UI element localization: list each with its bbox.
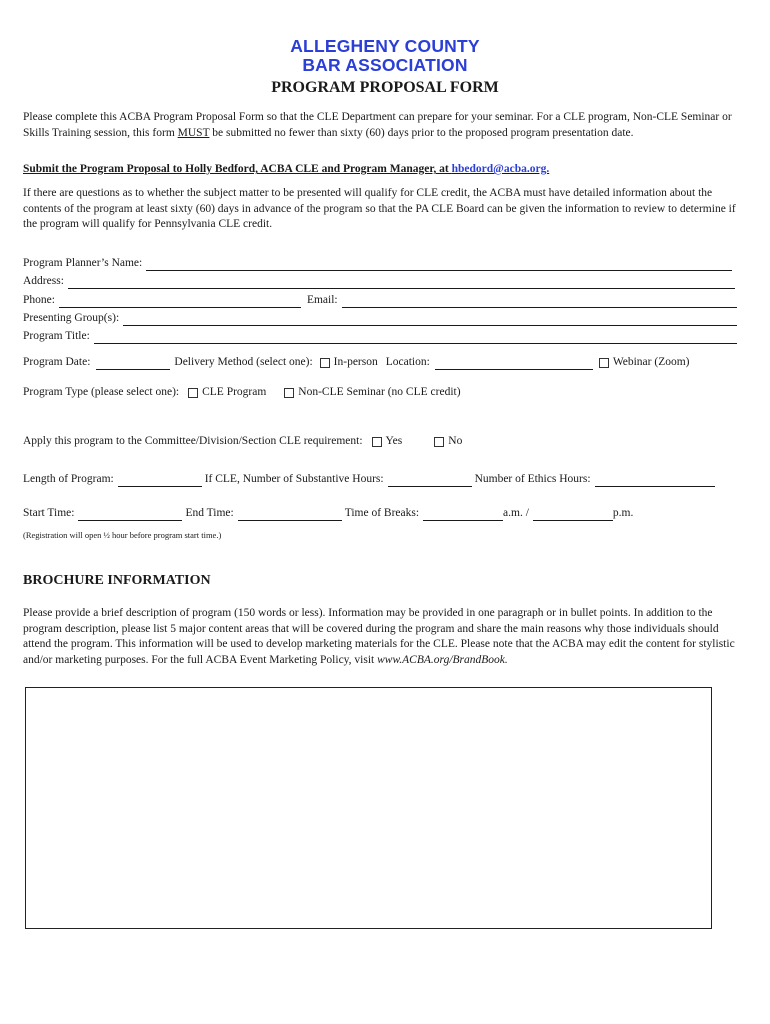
end-label: End Time: (185, 507, 234, 519)
brochure-text: Please provide a brief description of program (150 words or less). Information may be provided in one paragraph or in bullet points. In addition to the program description, please list 5 major content areas that will be covered during the program and share the main reasons why those individuals should attend the program. This information will be used to develop marketing materials for the CLE. Please note that the ACBA may edit the content for stylistic and/or marketing purposes. For the full ACBA Event Marketing Policy, visit (23, 607, 735, 666)
phone-email-row (23, 293, 737, 308)
location-label: Location: (385, 356, 430, 368)
yes-label: Yes (385, 435, 403, 447)
times-row (23, 506, 740, 521)
submit-text: Submit the Program Proposal to Holly Bedford, ACBA CLE and Program Manager, at (23, 163, 452, 175)
webinar-label: Webinar (Zoom) (612, 356, 690, 368)
end-field[interactable] (238, 508, 342, 521)
logo (0, 37, 770, 75)
no-label: No (448, 435, 463, 447)
date-label: Program Date: (23, 356, 91, 368)
logo-line2: BAR ASSOCIATION (302, 55, 468, 75)
length-field[interactable] (118, 474, 202, 487)
intro-must: MUST (177, 126, 210, 139)
brochure-heading: BROCHURE INFORMATION (23, 573, 211, 588)
registration-note: (Registration will open ½ hour before program start time.) (23, 530, 222, 540)
ethics-label: Number of Ethics Hours: (474, 473, 591, 485)
date-field[interactable] (96, 357, 170, 370)
ethics-field[interactable] (595, 474, 715, 487)
location-field[interactable] (435, 357, 593, 370)
intro-text-1: Please complete this ACBA Program Proposal Form so that the CLE Department can prepare for your seminar. For a CLE program, Non-CLE Seminar or Skills Training session, this form (23, 111, 732, 139)
logo-line1: ALLEGHENY COUNTY (290, 36, 480, 56)
breaks-pm-field[interactable] (533, 508, 613, 521)
length-row (23, 472, 715, 487)
breaks-label: Time of Breaks: (344, 507, 420, 519)
brochure-description-box[interactable] (25, 687, 712, 929)
cle-program-label: CLE Program (202, 386, 267, 398)
phone-label: Phone: (23, 294, 55, 306)
breaks-am-field[interactable] (423, 508, 503, 521)
non-cle-label: Non-CLE Seminar (no CLE credit) (298, 386, 461, 398)
yes-checkbox[interactable] (372, 437, 382, 447)
intro-text-2: be submitted no fewer than sixty (60) days prior to the proposed program presentation date. (209, 126, 634, 139)
delivery-label: Delivery Method (select one): (174, 356, 313, 368)
length-label: Length of Program: (23, 473, 114, 485)
pm-label: p.m. (612, 507, 634, 519)
inperson-checkbox[interactable] (320, 358, 330, 368)
start-field[interactable] (78, 508, 182, 521)
program-title-label: Program Title: (23, 330, 90, 342)
substantive-label: If CLE, Number of Substantive Hours: (204, 473, 384, 485)
inperson-label: In-person (333, 356, 378, 368)
phone-field[interactable] (59, 295, 301, 308)
brochure-paragraph (23, 606, 748, 668)
apply-label: Apply this program to the Committee/Division/Section CLE requirement: (23, 435, 363, 447)
webinar-checkbox[interactable] (599, 358, 609, 368)
program-title-row (23, 329, 737, 344)
date-delivery-row (23, 355, 740, 370)
am-label: a.m. / (503, 507, 529, 519)
planner-label: Program Planner’s Name: (23, 257, 143, 269)
planner-field[interactable] (146, 258, 732, 271)
address-row (23, 274, 735, 289)
page-title: PROGRAM PROPOSAL FORM (271, 79, 499, 96)
planner-row (23, 256, 732, 271)
submit-email-link[interactable]: hbedord@acba.org. (451, 163, 550, 175)
apply-requirement-row (23, 434, 740, 449)
no-checkbox[interactable] (434, 437, 444, 447)
program-title-field[interactable] (94, 331, 737, 344)
brandbook-link[interactable]: www.ACBA.org/BrandBook. (377, 653, 508, 666)
email-label: Email: (306, 294, 338, 306)
cle-program-checkbox[interactable] (188, 388, 198, 398)
intro-paragraph (23, 110, 743, 141)
presenting-row (23, 311, 737, 326)
non-cle-checkbox[interactable] (284, 388, 294, 398)
program-type-row (23, 385, 740, 400)
presenting-label: Presenting Group(s): (23, 312, 120, 324)
program-type-label: Program Type (please select one): (23, 386, 180, 398)
address-field[interactable] (68, 276, 735, 289)
presenting-field[interactable] (123, 313, 737, 326)
substantive-field[interactable] (388, 474, 472, 487)
email-field[interactable] (342, 295, 737, 308)
address-label: Address: (23, 275, 64, 287)
questions-paragraph: If there are questions as to whether the subject matter to be presented will qualify for CLE credit, the ACBA must have detailed information about the contents of the program at least sixty (60) days in advance of the program so that the PA CLE Board can be given the information to review to determine if the program will qualify for Pennsylvania CLE credit. (23, 187, 736, 230)
submit-instruction (23, 163, 549, 175)
start-label: Start Time: (23, 507, 75, 519)
